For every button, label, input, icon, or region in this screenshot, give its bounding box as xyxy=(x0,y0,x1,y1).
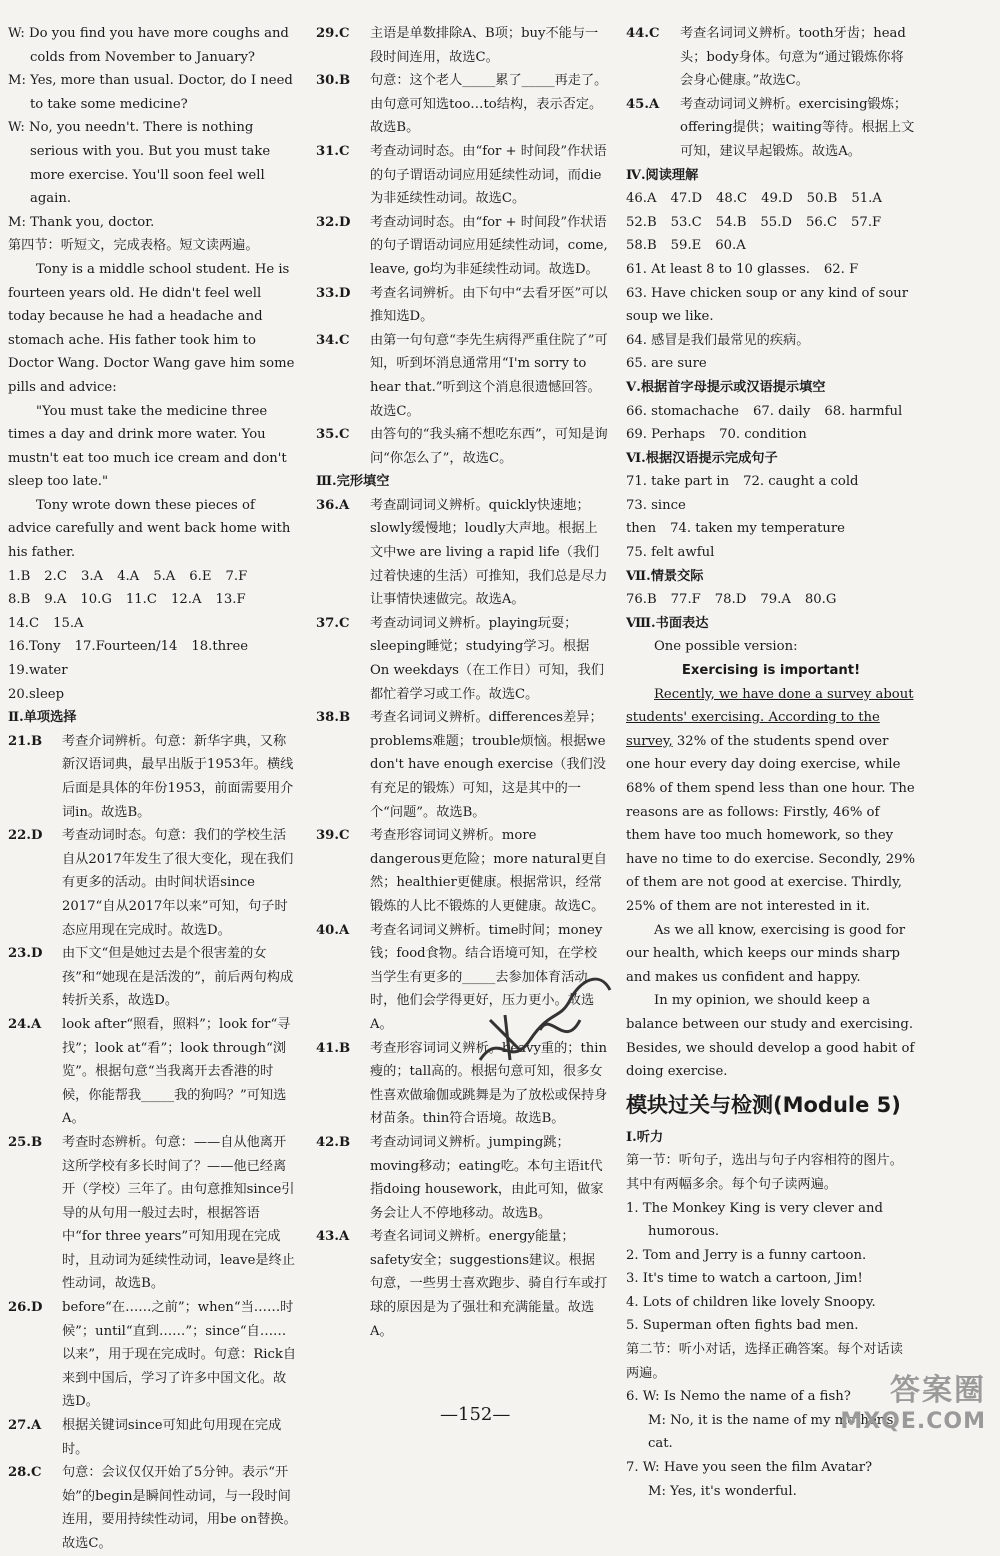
answer: 4.A xyxy=(117,568,140,584)
explanation xyxy=(8,1414,298,1461)
item-text: 由第一句句意“李先生病得严重住院了”可知，听到坏消息通常用“I'm sorry to hear that.”听到这个消息很遗憾回答。故选C。 xyxy=(370,332,608,419)
section-title: Ⅲ.完形填空 xyxy=(316,474,390,490)
item-text: 考查名词词义辨析。time时间；money钱；food食物。结合语境可知，在学校当学生有更多的_____去参加体育活动时，他们会学得更好，压力更小。故选A。 xyxy=(370,922,603,1032)
answer: 70. condition xyxy=(719,427,807,443)
essay-paragraph xyxy=(626,683,916,919)
answer: 58.B xyxy=(626,238,657,254)
item-text: 考查动词词义辨析。jumping跳；moving移动；eating吃。本句主语it代指doing housework，由此可知，做家务会让人不停地移动。故选B。 xyxy=(370,1134,604,1221)
explanation xyxy=(316,69,608,140)
answer: 10.G xyxy=(80,592,112,608)
answer: 69. Perhaps xyxy=(626,427,706,443)
answer: 51.A xyxy=(851,191,882,207)
item-number: 26.D xyxy=(8,1300,43,1316)
passage-paragraph: Tony is a middle school student. He is fourteen years old. He didn't feel well today because he had a headache and stomach ache. His father took him to Doctor Wang. Doctor Wang gave him some pills and advice: xyxy=(8,261,295,395)
essay-paragraph: In my opinion, we should keep a balance between our study and exercising. Besides, we should develop a good habit of doing exercise. xyxy=(626,993,915,1080)
answer: 47.D xyxy=(670,191,703,207)
answer: 6.E xyxy=(189,568,212,584)
answer: 55.D xyxy=(760,214,792,230)
answer: 62. F xyxy=(823,261,859,277)
answer: 11.C xyxy=(125,592,157,608)
item-number: 23.D xyxy=(8,946,43,962)
sentence: 1. The Monkey King is very clever and humorous. xyxy=(626,1200,883,1240)
item-text: 句意：会议仅仅开始了5分钟。表示“开始”的begin是瞬间性动词，与一段时间连用，要用持续性动词，用be on替换。故选C。 xyxy=(62,1465,297,1551)
answer: 71. take part in xyxy=(626,474,730,490)
section-title: 第四节：听短文，完成表格。短文读两遍。 xyxy=(8,238,259,254)
item-text: 考查动词词义辨析。exercising锻炼；offering提供；waiting等待。根据上文可知，建议早起锻炼。故选A。 xyxy=(680,96,915,159)
answer: 54.B xyxy=(715,214,747,230)
explanation xyxy=(316,494,608,612)
watermark-line1: 答案圈 xyxy=(890,1373,986,1408)
answer: 72. caught a cold xyxy=(743,474,859,490)
page-number: —152— xyxy=(440,1404,511,1425)
watermark-line2: MXQE.COM xyxy=(840,1409,986,1434)
section-title: Ⅰ.听力 xyxy=(626,1129,664,1145)
passage-paragraph: "You must take the medicine three times a day and drink more water. You mustn't eat too much ice cream and don't sleep too late." xyxy=(8,403,287,490)
answer: 9.A xyxy=(44,592,67,608)
answer-row xyxy=(8,588,298,612)
answer: 52.B xyxy=(626,214,657,230)
item-number: 42.B xyxy=(316,1134,351,1150)
answer: 1.B xyxy=(8,568,31,584)
section-title: Ⅵ.根据汉语提示完成句子 xyxy=(626,450,778,466)
item-number: 31.C xyxy=(316,143,350,159)
item-number: 21.B xyxy=(8,733,43,749)
item-text: 根据关键词since可知此句用现在完成时。 xyxy=(62,1418,282,1457)
dialog-line: W: No, you needn't. There is nothing serious with you. But you must take more exercise. You'll soon feel well again. xyxy=(8,120,271,207)
explanation xyxy=(316,282,608,329)
essay-underlined: Recently, we have done a survey about students' exercising. According to the survey, xyxy=(626,686,914,749)
answer: 8.B xyxy=(8,592,31,608)
answer-row xyxy=(626,588,916,612)
sentence: 4. Lots of children like lovely Snoopy. xyxy=(626,1294,876,1310)
item-number: 37.C xyxy=(316,615,350,631)
item-number: 22.D xyxy=(8,828,43,844)
answer: 16.Tony xyxy=(8,639,61,655)
dialog-line: M: Thank you, doctor. xyxy=(8,214,155,230)
answer-row xyxy=(626,234,916,258)
item-number: 35.C xyxy=(316,427,350,443)
answer: 2.C xyxy=(44,568,67,584)
answer: 53.C xyxy=(670,214,702,230)
explanation xyxy=(626,93,916,164)
item-number: 41.B xyxy=(316,1040,351,1056)
explanation xyxy=(316,612,608,706)
answer-line: 63. Have chicken soup or any kind of sour soup we like. xyxy=(626,285,909,325)
answer: 49.D xyxy=(761,191,793,207)
instruction: 第二节：听小对话，选择正确答案。每个对话读两遍。 xyxy=(626,1342,903,1381)
item-text: before“在……之前”；when“当……时候”；until“直到……”；since“自……以来”，用于现在完成时。句意：Rick自来到中国后，学习了许多中国文化。故选D。 xyxy=(62,1300,297,1410)
answer: 19.water xyxy=(8,663,68,679)
answer-line: 65. are sure xyxy=(626,356,707,372)
answer: 3.A xyxy=(80,568,104,584)
explanation xyxy=(316,1225,608,1343)
column-left xyxy=(8,22,298,1556)
answer: 67. daily xyxy=(752,403,811,419)
section-title: Ⅳ.阅读理解 xyxy=(626,167,699,183)
item-number: 39.C xyxy=(316,828,350,844)
answer-row xyxy=(626,258,916,282)
item-text: 考查形容词词义辨析。more dangerous更危险；more natural更自然；healthier更健康。根据常识，经常锻炼的人比不锻炼的人更健康。故选C。 xyxy=(370,828,607,914)
item-number: 28.C xyxy=(8,1465,42,1481)
answer: 60.A xyxy=(715,238,746,254)
answer: 76.B xyxy=(626,592,657,608)
explanation xyxy=(316,706,608,824)
answer: 5.A xyxy=(153,568,176,584)
answer: 17.Fourteen/14 xyxy=(74,639,178,655)
item-number: 45.A xyxy=(626,96,660,112)
section-title: Ⅶ.情景交际 xyxy=(626,568,704,584)
essay-paragraph: As we all know, exercising is good for our health, which keeps our minds sharp and makes us confident and happy. xyxy=(626,922,906,985)
explanation xyxy=(316,1131,608,1225)
answer: 14.C xyxy=(8,615,40,631)
answer: 18.three xyxy=(191,639,249,655)
item-text: 句意：这个老人_____累了_____再走了。由句意可知选too…to结构，表示否定。故选B。 xyxy=(370,73,608,136)
item-number: 27.A xyxy=(8,1418,42,1434)
essay-text: 32% of the students spend over one hour every day doing exercise, while 68% of them spend less than one hour. The reasons are as follows: Firstly, 46% of them have too much homework, so they have no time to do exercise. Secondly, 29% of them are not good at exercise. Thirdly, 25% of them are not interested in it. xyxy=(626,733,916,914)
item-text: 考查动词时态。由“for + 时间段”作状语的句子谓语动词应用延续性动词，come, leave, go均为非延续性动词。故选D。 xyxy=(370,214,608,277)
sentence: 5. Superman often fights bad men. xyxy=(626,1318,859,1334)
module-title: 模块过关与检测(Module 5) xyxy=(626,1092,901,1117)
answer-row xyxy=(626,211,916,235)
answer: 15.A xyxy=(53,615,84,631)
explanation xyxy=(8,1461,298,1555)
essay-title: Exercising is important! xyxy=(681,663,861,679)
answer: 56.C xyxy=(805,214,838,230)
watermark-logo xyxy=(840,1365,986,1434)
answer: 80.G xyxy=(804,592,837,608)
item-number: 33.D xyxy=(316,285,351,301)
column-middle xyxy=(316,22,608,1343)
item-text: 考查介词辨析。句意：新华字典，又称新汉语词典，最早出版于1953年。横线后面是具体的年份1953，前面需要用介词in。故选B。 xyxy=(62,733,294,820)
item-text: 考查动词时态。句意：我们的学校生活自从2017年发生了很大变化，现在我们有更多的活动。由时间状语since 2017“自从2017年以来”可知，句子时态应用现在完成时。故选D。 xyxy=(62,828,294,938)
answer: 48.C xyxy=(716,191,748,207)
item-text: 由下文“但是她过去是个很害羞的女孩”和“她现在是活泼的”，前后两句构成转折关系，故选D。 xyxy=(62,946,294,1009)
dialog-line: 7. W: Have you seen the film Avatar? xyxy=(626,1460,873,1476)
answer: 79.A xyxy=(760,592,791,608)
explanation xyxy=(316,22,608,69)
explanation xyxy=(316,824,608,918)
handwriting-scribble xyxy=(470,960,620,1080)
answer: 59.E xyxy=(670,238,702,254)
answer: 68. harmful xyxy=(824,403,903,419)
answer-row xyxy=(626,470,916,517)
section-title: Ⅴ.根据首字母提示或汉语提示填空 xyxy=(626,379,826,395)
answer-row xyxy=(8,612,298,636)
answer: 46.A xyxy=(626,191,657,207)
explanation xyxy=(316,329,608,423)
explanation xyxy=(8,1296,298,1414)
explanation xyxy=(316,211,608,282)
explanation xyxy=(626,22,916,93)
item-text: 考查形容词词义辨析。heavy重的；thin瘦的；tall高的。根据句意可知，很多女性喜欢做瑜伽或跳舞是为了放松或保持身材苗条。thin符合语境。故选B。 xyxy=(370,1040,608,1127)
item-number: 32.D xyxy=(316,214,351,230)
answer: 13.F xyxy=(215,592,246,608)
dialog-line: M: Yes, it's wonderful. xyxy=(648,1483,797,1499)
item-text: 考查名词词义辨析。energy能量；safety安全；suggestions建议。根据句意，一些男士喜欢跑步、骑自行车或打球的原因是为了强壮和充满能量。故选A。 xyxy=(370,1229,608,1339)
answer-row xyxy=(626,517,916,564)
explanation xyxy=(8,1013,298,1131)
item-number: 30.B xyxy=(316,73,351,89)
answer: 73. since xyxy=(626,497,686,513)
instruction: 第一节：听句子，选出与句子内容相符的图片。其中有两幅多余。每个句子读两遍。 xyxy=(626,1153,903,1192)
item-number: 38.B xyxy=(316,710,351,726)
answer-row xyxy=(8,635,298,682)
item-text: 考查时态辨析。句意：——自从他离开这所学校有多长时间了？——他已经离开（学校）三年了。由句意推知since引导的从句用一般过去时，根据答语中“for three years”可知用现在完成时，且动词为延续性动词，leave是终止性动词，故选B。 xyxy=(62,1134,295,1292)
item-text: look after“照看，照料”；look for“寻找”；look at“看”；look through“浏览”。根据句意“当我离开去香港的时候，你能帮我_____我的狗吗？”可知选A。 xyxy=(62,1016,291,1127)
item-text: 主语是单数排除A、B项；buy不能与一段时间连用，故选C。 xyxy=(370,26,599,65)
item-number: 25.B xyxy=(8,1134,43,1150)
item-text: 考查名词词义辨析。differences差异；problems难题；trouble烦恼。根据we don't have enough exercise（我们没有充足的锻炼）可知，这是其中的一个“问题”。故选B。 xyxy=(370,710,606,820)
answer: 78.D xyxy=(714,592,747,608)
answer-row xyxy=(8,565,298,589)
answer-row xyxy=(8,683,298,707)
dialog-line: M: No, it is the name of my mother's cat. xyxy=(648,1412,894,1452)
answer: 50.B xyxy=(806,191,838,207)
item-text: 考查副词词义辨析。quickly快速地；slowly缓慢地；loudly大声地。根据上文中we are living a rapid life（我们过着快速的生活）可推知，我们总是尽力让事情快速做完。故选A。 xyxy=(370,497,608,608)
item-number: 40.A xyxy=(316,922,350,938)
answer-row xyxy=(626,423,916,447)
answer: 66. stomachache xyxy=(626,403,739,419)
essay-intro: One possible version: xyxy=(654,639,798,655)
dialog-line: W: Do you find you have more coughs and colds from November to January? xyxy=(8,26,289,65)
item-number: 29.C xyxy=(316,26,350,41)
item-text: 考查动词时态。由“for + 时间段”作状语的句子谓语动词应用延续性动词，而die为非延续性动词。故选C。 xyxy=(370,143,607,207)
section-title: Ⅷ.书面表达 xyxy=(626,615,709,631)
answer-row xyxy=(626,187,916,211)
explanation xyxy=(8,824,298,942)
answer: 7.F xyxy=(225,568,248,584)
item-text: 由答句的“我头痛不想吃东西”，可知是询问“你怎么了”，故选C。 xyxy=(370,427,608,466)
item-number: 24.A xyxy=(8,1016,42,1032)
answer: 12.A xyxy=(170,592,202,608)
answer-line: 64. 感冒是我们最常见的疾病。 xyxy=(626,332,810,348)
item-text: 考查名词词义辨析。tooth牙齿；head头；body身体。句意为“通过锻炼你将会身心健康。”故选C。 xyxy=(680,26,906,89)
item-text: 考查动词词义辨析。playing玩耍；sleeping睡觉；studying学习。根据On weekdays（在工作日）可知，我们都忙着学习或工作。故选C。 xyxy=(370,615,604,702)
item-number: 43.A xyxy=(316,1229,350,1245)
explanation xyxy=(8,730,298,824)
answer: 20.sleep xyxy=(8,686,65,702)
answer-key xyxy=(8,565,298,707)
explanation xyxy=(316,140,608,211)
sentence: 3. It's time to watch a cartoon, Jim! xyxy=(626,1271,863,1287)
answer: 77.F xyxy=(670,592,701,608)
answer: 74. taken my temperature xyxy=(670,521,845,537)
answer-row xyxy=(626,400,916,424)
item-text: 考查名词辨析。由下句中“去看牙医”可以推知选D。 xyxy=(370,285,608,325)
answer: then xyxy=(626,521,657,537)
answer: 61. At least 8 to 10 glasses. xyxy=(626,261,810,277)
section-title: Ⅱ.单项选择 xyxy=(8,710,77,726)
sentence: 2. Tom and Jerry is a funny cartoon. xyxy=(626,1247,867,1263)
dialog-line: 6. W: Is Nemo the name of a fish? xyxy=(626,1389,851,1405)
column-right xyxy=(626,22,916,1503)
explanation xyxy=(316,423,608,470)
item-number: 34.C xyxy=(316,332,350,348)
item-number: 44.C xyxy=(626,26,660,41)
passage-paragraph: Tony wrote down these pieces of advice carefully and went back home with his father. xyxy=(8,497,291,561)
explanation xyxy=(8,1131,298,1296)
answer: 57.F xyxy=(851,214,882,230)
item-number: 36.A xyxy=(316,497,350,513)
dialog-line: M: Yes, more than usual. Doctor, do I need to take some medicine? xyxy=(8,73,293,112)
answer: 75. felt awful xyxy=(626,545,715,561)
explanation xyxy=(8,942,298,1013)
